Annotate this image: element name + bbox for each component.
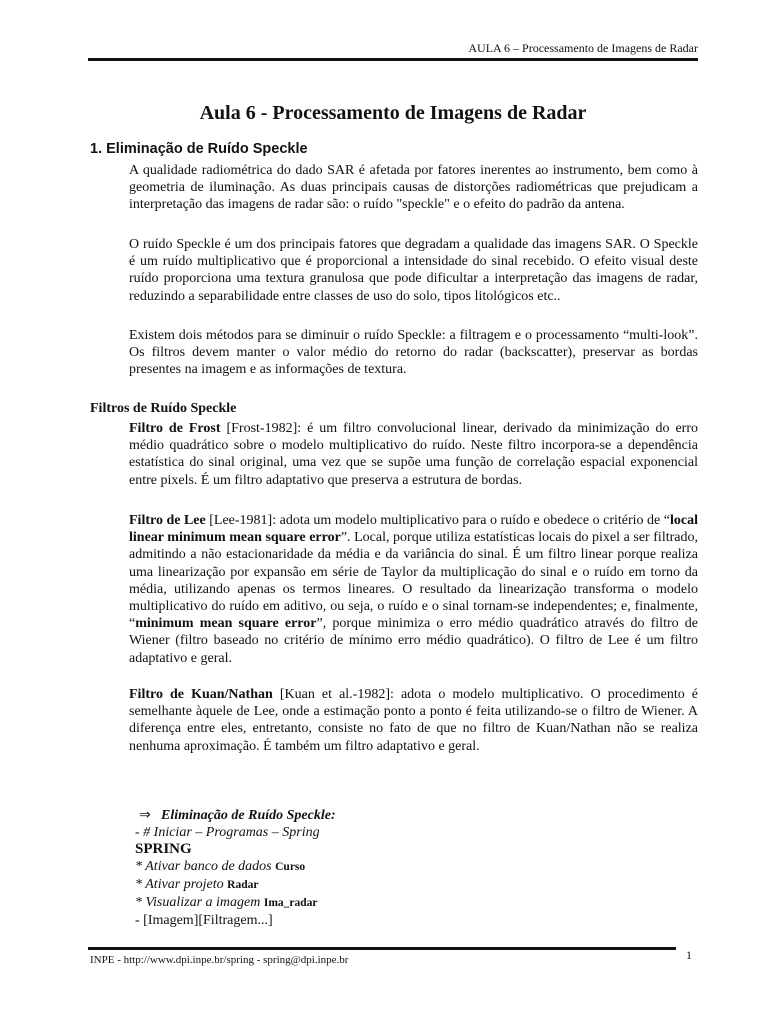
step-start-menu: - # Iniciar – Programas – Spring xyxy=(135,825,320,840)
paragraph-lee-filter xyxy=(129,512,698,667)
lee-filter-text-b: ”. Local, porque utiliza estatísticas locais do pixel a ser filtrado, admitindo a não estacionaridade da média e da variância do sinal. É um filtro linear porque realiza uma linearização por expansão em série de Taylor da multiplicação do sinal e o ruído em torno da média, utilizando apenas os termos lineares. O resultado da linearização transforma o modelo multiplicativo do ruído em aditivo, ou seja, o ruído e o sinal tornam-se independentes; e, finalmente, “ xyxy=(129,530,698,632)
running-header: AULA 6 – Processamento de Imagens de Radar xyxy=(468,41,698,55)
lee-filter-text-c: ”, porque minimiza o erro médio quadrático através do filtro de Wiener (filtro baseado no critério de mínimo erro médio quadrático). O filtro de Lee é um filtro adaptativo e geral. xyxy=(129,616,698,666)
paragraph-frost-filter xyxy=(129,420,698,489)
page-number: 1 xyxy=(686,948,692,962)
kuan-filter-name: Filtro de Kuan/Nathan xyxy=(129,687,273,702)
section-heading: 1. Eliminação de Ruído Speckle xyxy=(90,141,308,157)
step-activate-database: * Ativar banco de dados Curso xyxy=(135,859,306,874)
lee-term-mmse: minimum mean square error xyxy=(135,616,317,632)
right-double-arrow-icon: ⇒ xyxy=(139,808,151,823)
kuan-filter-text: [Kuan et al.-1982]: adota o modelo multiplicativo. O procedimento é semelhante àquele de Lee, onde a estimação ponto a ponto é feita utilizando-se o filtro de Wiener. A diferença entre eles, entretanto, consiste no fato de que no filtro de Kuan/Nathan não se realiza nenhuma aproximação. É também um filtro adaptativo e geral. xyxy=(129,687,698,754)
lee-filter-name: Filtro de Lee xyxy=(129,513,206,528)
database-name: Curso xyxy=(275,861,306,873)
frost-filter-name: Filtro de Frost xyxy=(129,421,221,436)
footer-rule xyxy=(88,947,676,950)
page-title: Aula 6 - Processamento de Imagens de Radar xyxy=(199,102,587,124)
step-activate-project: * Ativar projeto Radar xyxy=(135,877,259,892)
filters-heading: Filtros de Ruído Speckle xyxy=(90,401,237,416)
lee-filter-text-a: [Lee-1981]: adota um modelo multiplicativo para o ruído e obedece o critério de “ xyxy=(205,513,670,528)
step-view-image: * Visualizar a imagem Ima_radar xyxy=(135,895,318,910)
paragraph-speckle-noise: O ruído Speckle é um dos principais fatores que degradam a qualidade das imagens SAR. O Speckle é um ruído multiplicativo que é proporcional a intensidade do sinal recebido. O efeito visual deste ruído proporciona uma textura granulosa que pode dificultar a interpretação das imagens de radar, reduzindo a separabilidade entre classes de uso do solo, tipos litológicos etc.. xyxy=(129,237,698,304)
frost-filter-text: [Frost-1982]: é um filtro convolucional linear, derivado da minimização do erro médio quadrático sobre o modelo multiplicativo do ruído. Neste filtro incorpora-se a dependência estatística do sinal original, uma vez que se supõe uma função de correlação espacial exponencial entre pixels. É um filtro adaptativo que preserva a estrutura de bordas. xyxy=(129,421,699,488)
image-name: Ima_radar xyxy=(263,897,318,909)
footer-text: INPE - http://www.dpi.inpe.br/spring - spring@dpi.inpe.br xyxy=(90,954,349,966)
paragraph-kuan-filter xyxy=(129,686,698,755)
header-rule xyxy=(88,58,698,61)
procedure-title: Eliminação de Ruído Speckle: xyxy=(161,808,336,823)
procedure-steps xyxy=(135,807,635,929)
step-spring-label: SPRING xyxy=(135,841,192,857)
lee-term-llmmse: local linear minimum mean square error xyxy=(129,513,698,546)
project-name: Radar xyxy=(227,879,259,891)
procedure-heading xyxy=(135,807,635,824)
step-filter-menu: - [Imagem][Filtragem...] xyxy=(135,913,273,928)
paragraph-methods: Existem dois métodos para se diminuir o ruído Speckle: a filtragem e o processamento “multi-look”. Os filtros devem manter o valor médio do retorno do radar (backscatter), preservar as bordas presentes na imagem e as informações de textura. xyxy=(129,328,698,378)
paragraph-sar-quality: A qualidade radiométrica do dado SAR é afetada por fatores inerentes ao instrumento, bem como à geometria de iluminação. As duas principais causas de distorções radiométricas que prejudicam a interpretação das imagens de radar são: o ruído "speckle" e o efeito do padrão da antena. xyxy=(129,163,698,213)
